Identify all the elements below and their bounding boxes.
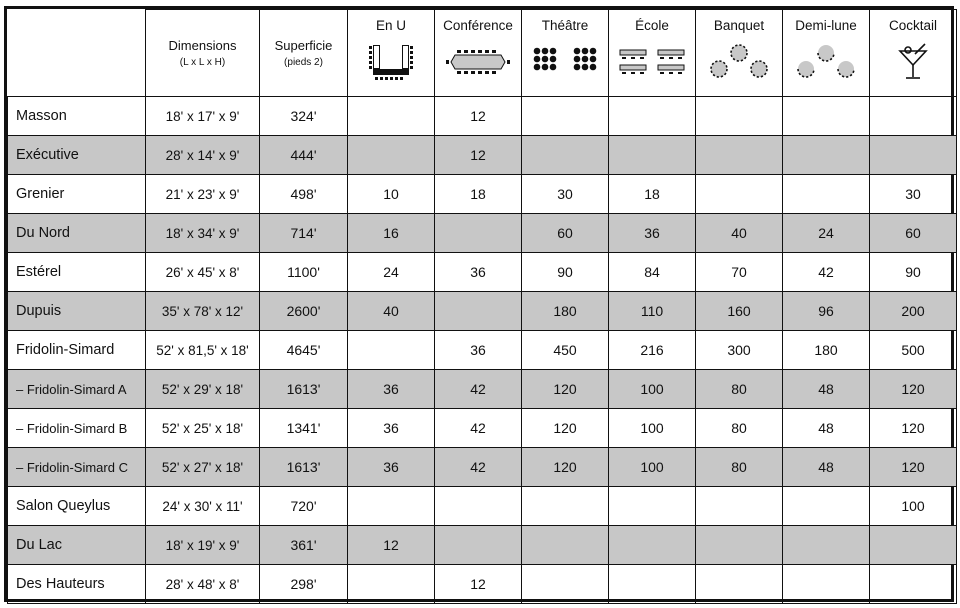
header-en-u — [348, 10, 435, 97]
room-name: Des Hauteurs — [8, 565, 146, 604]
header-demi-lune-label: Demi-lune — [795, 18, 857, 33]
room-area: 324' — [260, 97, 348, 136]
classroom-tables-icon — [616, 41, 688, 83]
capacity-en-u: 12 — [348, 526, 435, 565]
capacity-ecole: 36 — [609, 214, 696, 253]
capacity-ecole: 84 — [609, 253, 696, 292]
room-name: Grenier — [8, 175, 146, 214]
capacity-en-u: 40 — [348, 292, 435, 331]
capacity-demi-lune: 48 — [783, 448, 870, 487]
room-dimensions: 52' x 29' x 18' — [146, 370, 260, 409]
capacity-banquet — [696, 136, 783, 175]
capacity-cocktail: 500 — [870, 331, 957, 370]
capacity-theatre: 120 — [522, 448, 609, 487]
capacity-theatre: 30 — [522, 175, 609, 214]
capacity-cocktail: 30 — [870, 175, 957, 214]
room-area: 1341' — [260, 409, 348, 448]
capacity-cocktail: 60 — [870, 214, 957, 253]
room-name: Salon Queylus — [8, 487, 146, 526]
capacity-ecole: 110 — [609, 292, 696, 331]
capacity-conference — [435, 292, 522, 331]
room-dimensions: 26' x 45' x 8' — [146, 253, 260, 292]
room-name: Du Nord — [8, 214, 146, 253]
header-en-u-label: En U — [375, 18, 406, 33]
capacity-en-u — [348, 97, 435, 136]
capacity-theatre: 60 — [522, 214, 609, 253]
capacity-en-u: 16 — [348, 214, 435, 253]
header-conference — [435, 10, 522, 97]
header-ecole — [609, 10, 696, 97]
capacity-theatre: 120 — [522, 370, 609, 409]
table-row — [8, 409, 957, 448]
capacity-banquet: 40 — [696, 214, 783, 253]
room-area: 720' — [260, 487, 348, 526]
capacity-banquet: 300 — [696, 331, 783, 370]
capacity-cocktail: 120 — [870, 409, 957, 448]
capacity-ecole — [609, 136, 696, 175]
table-row — [8, 214, 957, 253]
capacity-en-u: 24 — [348, 253, 435, 292]
header-demi-lune — [783, 10, 870, 97]
capacity-conference: 42 — [435, 370, 522, 409]
capacity-demi-lune — [783, 175, 870, 214]
capacity-demi-lune — [783, 526, 870, 565]
header-dimensions — [146, 10, 260, 97]
header-row — [8, 10, 957, 97]
capacity-en-u: 36 — [348, 370, 435, 409]
capacity-theatre: 450 — [522, 331, 609, 370]
capacity-conference — [435, 526, 522, 565]
room-dimensions: 18' x 34' x 9' — [146, 214, 260, 253]
capacity-conference: 36 — [435, 253, 522, 292]
capacity-ecole — [609, 565, 696, 604]
room-area: 4645' — [260, 331, 348, 370]
capacity-en-u: 36 — [348, 409, 435, 448]
header-cocktail-label: Cocktail — [888, 18, 937, 33]
capacity-banquet — [696, 175, 783, 214]
header-theatre — [522, 10, 609, 97]
table-row — [8, 292, 957, 331]
capacity-ecole — [609, 487, 696, 526]
room-name: – Fridolin-Simard C — [8, 448, 146, 487]
capacity-theatre: 180 — [522, 292, 609, 331]
capacity-cocktail — [870, 526, 957, 565]
header-banquet-label: Banquet — [713, 18, 765, 33]
capacity-conference: 42 — [435, 409, 522, 448]
capacity-banquet: 70 — [696, 253, 783, 292]
table-row — [8, 565, 957, 604]
capacity-theatre: 120 — [522, 409, 609, 448]
capacity-theatre — [522, 526, 609, 565]
capacity-demi-lune: 48 — [783, 370, 870, 409]
capacity-conference: 12 — [435, 136, 522, 175]
capacity-banquet — [696, 526, 783, 565]
room-name: – Fridolin-Simard B — [8, 409, 146, 448]
room-capacity-table — [7, 9, 957, 604]
room-dimensions: 21' x 23' x 9' — [146, 175, 260, 214]
room-name: Masson — [8, 97, 146, 136]
capacity-ecole: 100 — [609, 448, 696, 487]
capacity-demi-lune: 180 — [783, 331, 870, 370]
room-dimensions: 52' x 25' x 18' — [146, 409, 260, 448]
capacity-demi-lune — [783, 487, 870, 526]
capacity-conference: 12 — [435, 97, 522, 136]
capacity-ecole — [609, 526, 696, 565]
capacity-demi-lune: 42 — [783, 253, 870, 292]
capacity-banquet: 160 — [696, 292, 783, 331]
capacity-en-u: 10 — [348, 175, 435, 214]
table-row — [8, 175, 957, 214]
room-name: Du Lac — [8, 526, 146, 565]
header-ecole-label: École — [635, 18, 669, 33]
capacity-cocktail: 120 — [870, 370, 957, 409]
table-row — [8, 487, 957, 526]
room-dimensions: 18' x 19' x 9' — [146, 526, 260, 565]
table-row — [8, 97, 957, 136]
capacity-banquet: 80 — [696, 409, 783, 448]
capacity-cocktail: 100 — [870, 487, 957, 526]
room-area: 1613' — [260, 448, 348, 487]
table-row — [8, 526, 957, 565]
capacity-conference — [435, 487, 522, 526]
capacity-conference: 12 — [435, 565, 522, 604]
capacity-cocktail — [870, 136, 957, 175]
room-area: 298' — [260, 565, 348, 604]
theatre-seating-icon — [529, 41, 601, 83]
capacity-en-u — [348, 487, 435, 526]
room-name: Fridolin-Simard — [8, 331, 146, 370]
capacity-banquet — [696, 565, 783, 604]
capacity-demi-lune — [783, 136, 870, 175]
capacity-banquet — [696, 97, 783, 136]
capacity-cocktail: 200 — [870, 292, 957, 331]
room-area: 361' — [260, 526, 348, 565]
table-row — [8, 448, 957, 487]
cocktail-glass-icon — [893, 41, 933, 83]
header-corner — [8, 10, 146, 97]
capacity-ecole: 100 — [609, 370, 696, 409]
half-moon-tables-icon — [790, 41, 862, 83]
room-dimensions: 24' x 30' x 11' — [146, 487, 260, 526]
header-superficie-sub: (pieds 2) — [284, 57, 323, 68]
room-area: 714' — [260, 214, 348, 253]
room-dimensions: 52' x 81,5' x 18' — [146, 331, 260, 370]
header-dimensions-label: Dimensions — [168, 38, 237, 53]
banquet-round-tables-icon — [703, 41, 775, 83]
u-shape-table-icon — [361, 41, 421, 83]
room-dimensions: 18' x 17' x 9' — [146, 97, 260, 136]
table-row — [8, 253, 957, 292]
header-banquet — [696, 10, 783, 97]
room-name: Estérel — [8, 253, 146, 292]
capacity-theatre — [522, 487, 609, 526]
capacity-cocktail — [870, 97, 957, 136]
capacity-ecole: 216 — [609, 331, 696, 370]
room-dimensions: 52' x 27' x 18' — [146, 448, 260, 487]
room-area: 1613' — [260, 370, 348, 409]
capacity-theatre — [522, 97, 609, 136]
capacity-conference — [435, 214, 522, 253]
room-area: 2600' — [260, 292, 348, 331]
room-area: 444' — [260, 136, 348, 175]
capacity-demi-lune: 96 — [783, 292, 870, 331]
capacity-conference: 18 — [435, 175, 522, 214]
room-dimensions: 28' x 14' x 9' — [146, 136, 260, 175]
capacity-banquet: 80 — [696, 370, 783, 409]
room-area: 498' — [260, 175, 348, 214]
capacity-cocktail: 90 — [870, 253, 957, 292]
header-theatre-label: Théâtre — [541, 18, 589, 33]
capacity-en-u: 36 — [348, 448, 435, 487]
capacity-banquet — [696, 487, 783, 526]
capacity-demi-lune — [783, 565, 870, 604]
capacity-ecole: 18 — [609, 175, 696, 214]
table-row — [8, 331, 957, 370]
capacity-table-frame — [4, 6, 954, 602]
header-cocktail — [870, 10, 957, 97]
room-dimensions: 35' x 78' x 12' — [146, 292, 260, 331]
capacity-conference: 42 — [435, 448, 522, 487]
capacity-cocktail — [870, 565, 957, 604]
room-name: Dupuis — [8, 292, 146, 331]
table-row — [8, 370, 957, 409]
header-superficie — [260, 10, 348, 97]
header-dimensions-sub: (L x L x H) — [179, 57, 226, 68]
capacity-en-u — [348, 565, 435, 604]
room-name: Exécutive — [8, 136, 146, 175]
capacity-theatre: 90 — [522, 253, 609, 292]
capacity-theatre — [522, 136, 609, 175]
room-name: – Fridolin-Simard A — [8, 370, 146, 409]
capacity-en-u — [348, 136, 435, 175]
capacity-ecole — [609, 97, 696, 136]
conference-table-icon — [443, 41, 513, 83]
room-area: 1100' — [260, 253, 348, 292]
capacity-ecole: 100 — [609, 409, 696, 448]
capacity-en-u — [348, 331, 435, 370]
room-dimensions: 28' x 48' x 8' — [146, 565, 260, 604]
capacity-conference: 36 — [435, 331, 522, 370]
capacity-banquet: 80 — [696, 448, 783, 487]
capacity-theatre — [522, 565, 609, 604]
table-row — [8, 136, 957, 175]
capacity-cocktail: 120 — [870, 448, 957, 487]
capacity-demi-lune: 24 — [783, 214, 870, 253]
capacity-demi-lune — [783, 97, 870, 136]
header-superficie-label: Superficie — [274, 38, 333, 53]
header-conference-label: Conférence — [443, 18, 513, 33]
capacity-demi-lune: 48 — [783, 409, 870, 448]
